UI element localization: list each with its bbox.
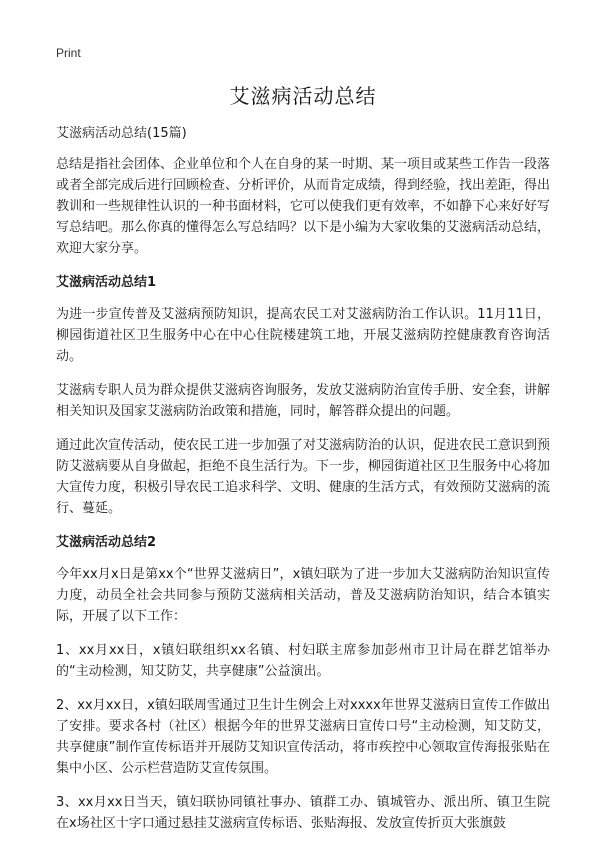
paragraph: 2、xx月xx日，x镇妇联周雪通过卫生计生例会上对xxxx年世界艾滋病日宣传工作做出了安排。要求各村（社区）根据今年的世界艾滋病日宣传口号“主动检测，知艾防艾，共享健康”制作宣传标语并开展防艾知识宣传活动，将市疾控中心领取宣传海报张贴在集中小区、公示栏营造防艾宣传氛围。 bbox=[56, 698, 550, 776]
section-1 bbox=[56, 272, 550, 519]
paragraph: 3、xx月xx日当天，镇妇联协同镇社事办、镇群工办、镇城管办、派出所、镇卫生院在x场社区十字口通过悬挂艾滋病宣传标语、张贴海报、发放宣传折页大张旗鼓 bbox=[56, 795, 550, 831]
print-label[interactable]: Print bbox=[56, 46, 81, 60]
section-heading: 艾滋病活动总结2 bbox=[56, 535, 157, 550]
paragraph: 通过此次宣传活动，使农民工进一步加强了对艾滋病防治的认识，促进农民工意识到预防艾滋病要从自身做起，拒绝不良生活行为。下一步，柳园街道社区卫生服务中心将加大宣传力度，积极引导农民工追求科学、文明、健康的生活方式，有效预防艾滋病的流行、蔓延。 bbox=[56, 438, 551, 516]
section-2 bbox=[56, 532, 550, 834]
paragraph: 艾滋病专职人员为群众提供艾滋病咨询服务，发放艾滋病防治宣传手册、安全套，讲解相关知识及国家艾滋病防治政策和措施，同时，解答群众提出的问题。 bbox=[56, 383, 551, 419]
paragraph: 1、xx月xx日，x镇妇联组织xx名镇、村妇联主席参加彭州市卫计局在群艺馆举办的“主动检测，知艾防艾，共享健康”公益演出。 bbox=[56, 643, 550, 679]
paragraph: 为进一步宣传普及艾滋病预防知识，提高农民工对艾滋病防治工作认识。11月11日，柳园街道社区卫生服务中心在中心住院楼建筑工地，开展艾滋病防控健康教育咨询活动。 bbox=[56, 307, 550, 364]
paragraph: 今年xx月x日是第xx个“世界艾滋病日”，x镇妇联为了进一步加大艾滋病防治知识宣传力度，动员全社会共同参与预防艾滋病相关活动，普及艾滋病防治知识，结合本镇实际，开展了以下工作： bbox=[56, 567, 550, 624]
section-heading: 艾滋病活动总结1 bbox=[56, 275, 157, 290]
intro-paragraph: 总结是指社会团体、企业单位和个人在自身的某一时期、某一项目或某些工作告一段落或者全部完成后进行回顾检查、分析评价，从而肯定成绩，得到经验，找出差距，得出教训和一些规律性认识的一种书面材料，它可以使我们更有效率，不如静下心来好好写写总结吧。那么你真的懂得怎么写总结吗？以下是小编为大家收集的艾滋病活动总结，欢迎大家分享。 bbox=[56, 157, 551, 256]
document-subtitle: 艾滋病活动总结(15篇) bbox=[56, 126, 187, 141]
page-title: 艾滋病活动总结 bbox=[229, 84, 377, 108]
document-body bbox=[56, 80, 550, 847]
